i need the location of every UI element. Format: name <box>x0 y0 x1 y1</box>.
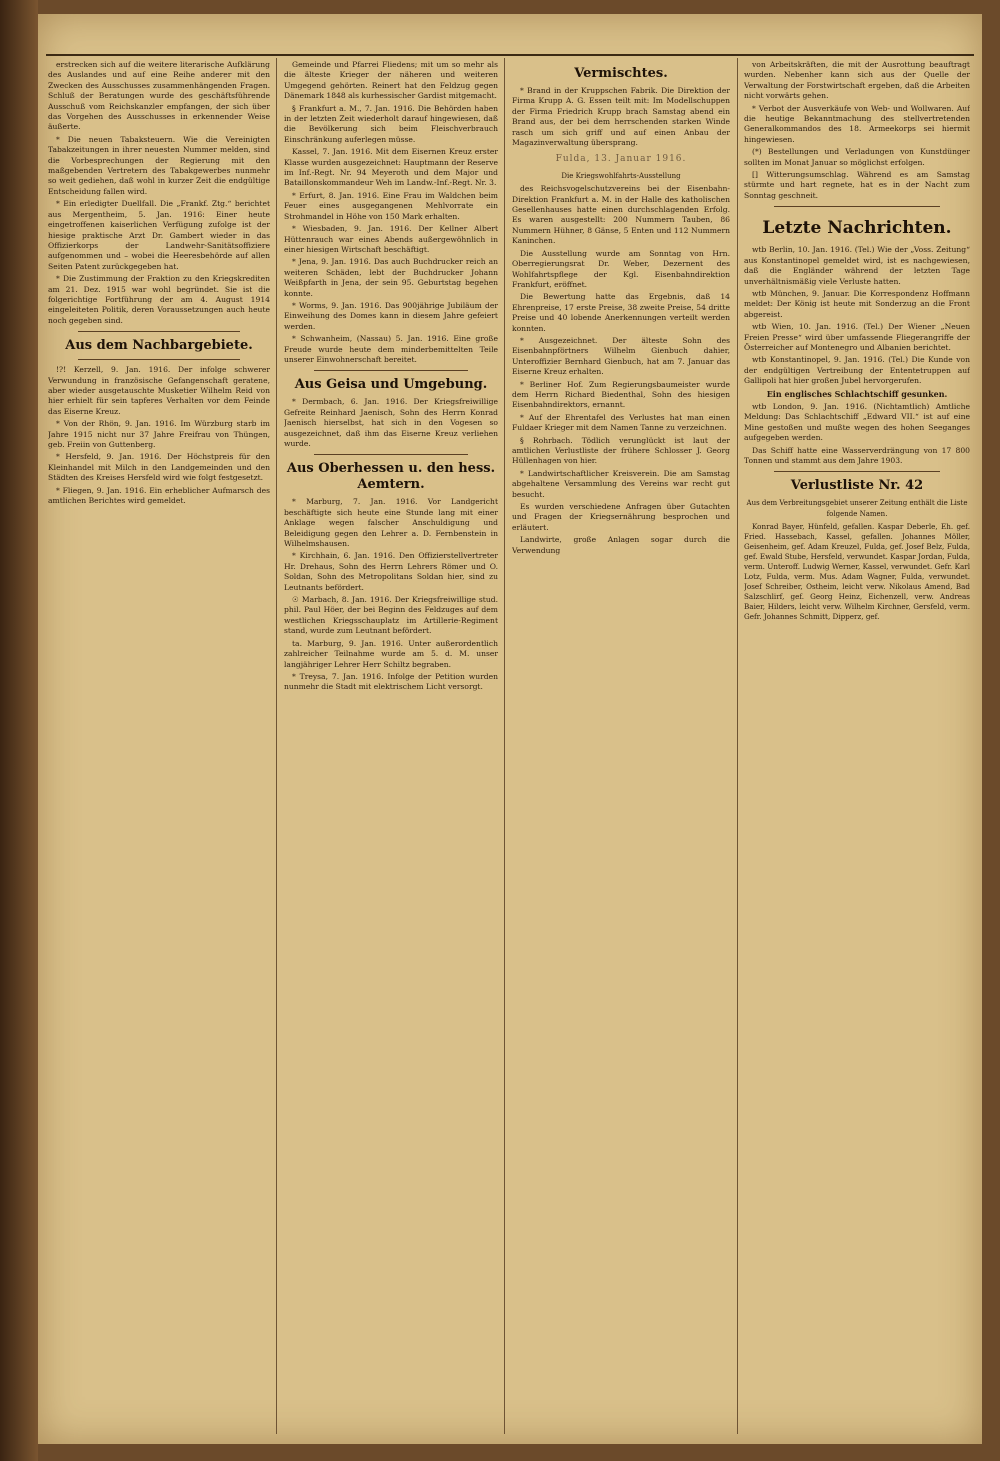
article-paragraph: * Marburg, 7. Jan. 1916. Vor Landgericht beschäftigte sich heute eine Stunde lang mit einer Anklage wegen falscher Anschuldigung und Beleidigung gegen den Lehrer a. D. Fernbenstein in Wilhelmshausen. <box>284 497 498 549</box>
article-paragraph: * Fliegen, 9. Jan. 1916. Ein erheblicher Aufmarsch des amtlichen Berichtes wird gemeldet. <box>48 485 270 506</box>
header-rule <box>46 54 974 56</box>
divider <box>314 370 468 371</box>
article-subheading: Die Kriegswohlfahrts-Ausstellung <box>561 171 681 180</box>
article-paragraph: wtb Berlin, 10. Jan. 1916. (Tel.) Wie der „Voss. Zeitung“ aus Konstantinopel gemeldet wird, ist es nachgewiesen, daß die Engländer während der letzten Tage unverhältnismäßig viele Verluste hatten. <box>744 245 970 286</box>
article-paragraph: wtb Konstantinopel, 9. Jan. 1916. (Tel.) Die Kunde von der endgültigen Vertreibung der Ententetruppen auf Gallipoli hat hier großen Jubel hervorgerufen. <box>744 355 970 386</box>
article-subheading: Aus dem Verbreitungsgebiet unserer Zeitung enthält die Liste folgende Namen. <box>746 499 968 518</box>
section-heading: Letzte Nachrichten. <box>762 218 952 239</box>
article-paragraph: des Reichsvogelschutzvereins bei der Eisenbahn-Direktion Frankfurt a. M. in der Halle des katholischen Gesellenhauses hatte einen durchschlagenden Erfolg. Es waren ausgestellt: 200 Nummern Tauben, 86 Nummern Hühner, 8 Gänse, 5 Enten und 112 Nummern Kaninchen. <box>512 184 730 246</box>
column-1 <box>48 60 270 1432</box>
article-paragraph: ☉ Marbach, 8. Jan. 1916. Der Kriegsfreiwillige stud. phil. Paul Höer, der bei Beginn des Feldzuges auf dem westlichen Kriegsschauplatz im Artillerie-Regiment stand, wurde zum Leutnant befördert. <box>284 595 498 636</box>
article-paragraph: * Erfurt, 8. Jan. 1916. Eine Frau im Waldchen beim Feuer eines ausgegangenen Mehlvorrate ein Strohmandel in Höhe von 150 Mark erhalten. <box>284 190 498 221</box>
article-paragraph: * Die Zustimmung der Fraktion zu den Kriegskrediten am 21. Dez. 1915 war wohl begründet. Sie ist die folgerichtige Fortführung der am 4. August 1914 eingeleiteten Politik, deren Voraussetzungen auch heute noch gegeben sind. <box>48 274 270 325</box>
article-paragraph: * Schwanheim, (Nassau) 5. Jan. 1916. Eine große Freude wurde heute dem minderbemittelten Teile unserer Einwohnerschaft bereitet. <box>284 334 498 364</box>
article-paragraph: * Verbot der Ausverkäufe von Web- und Wollwaren. Auf die heutige Bekanntmachung des stellvertretenden Generalkommandos des 18. Armeekorps sei hiermit hingewiesen. <box>744 103 970 144</box>
column-rule <box>737 58 738 1434</box>
article-paragraph: !?! Kerzell, 9. Jan. 1916. Der infolge schwerer Verwundung in französische Gefangenschaft geratene, aber wieder ausgetauschte Musketier Wilhelm Reid von hier erhielt für sein tapferes Verhalten vor dem Feinde das Eiserne Kreuz. <box>48 365 270 416</box>
article-paragraph: * Auf der Ehrentafel des Verlustes hat man einen Fuldaer Krieger mit dem Namen Tanne zu verzeichnen. <box>512 412 730 433</box>
divider <box>774 206 940 207</box>
article-paragraph: § Rohrbach. Tödlich verunglückt ist laut der amtlichen Verlustliste der frühere Schlosser J. Georg Hüllenhagen von hier. <box>512 435 730 466</box>
article-paragraph: Kassel, 7. Jan. 1916. Mit dem Eisernen Kreuz erster Klasse wurden ausgezeichnet: Hauptmann der Reserve im Inf.-Regt. Nr. 94 Meyeroth und dem Major und Bataillonskommandeur Weh im Landw.-Inf.-Regt. Nr. 3. <box>284 147 498 188</box>
article-paragraph: * Kirchhain, 6. Jan. 1916. Den Offizierstellvertreter Hr. Drehaus, Sohn des Herrn Lehrers Römer und O. Soldan, Sohn des Metropolitans Soldan hier, sind zu Leutnants befördert. <box>284 551 498 592</box>
divider <box>314 454 468 455</box>
article-paragraph: Die Bewertung hatte das Ergebnis, daß 14 Ehrenpreise, 17 erste Preise, 38 zweite Preise, 54 dritte Preise und 40 lobende Anerkennungen verteilt werden konnten. <box>512 292 730 333</box>
newspaper-page <box>38 14 982 1444</box>
casualty-list: Konrad Bayer, Hünfeld, gefallen. Kaspar Deberle, Eh. gef. Fried. Hassebach, Kassel, gefallen. Johannes Möller, Geisenheim, gef. Adam Kreuzel, Fulda, gef. Josef Belz, Fulda, gef. Ewald Stube, Hersfeld, verwundet. Kaspar Jordan, Fulda, verm. Unteroff. Ludwig Werner, Kassel, verwundet. Gefr. Karl Lotz, Fulda, verm. Mus. Adam Wagner, Fulda, verwundet. Josef Schreiber, Ostheim, leicht verw. Nikolaus Amend, Bad Salzschlirf, gef. Georg Heinz, Eichenzell, verw. Andreas Baier, Hilders, leicht verw. Wilhelm Kirchner, Gersfeld, verm. Gefr. Johannes Schmitt, Dipperz, gef. <box>744 522 970 622</box>
article-paragraph: * Jena, 9. Jan. 1916. Das auch Buchdrucker reich an weiteren Schäden, lebt der Buchdrucker Johann Weißpfarth in Jena, der sein 95. Geburtstag begehen konnte. <box>284 257 498 298</box>
article-paragraph: * Wiesbaden, 9. Jan. 1916. Der Kellner Albert Hüttenrauch war eines Abends außergewöhnlich in einer hiesigen Wirtschaft beschäftigt. <box>284 224 498 254</box>
article-paragraph: Es wurden verschiedene Anfragen über Gutachten und Fragen der Kriegsernährung besprochen und erläutert. <box>512 502 730 532</box>
article-paragraph: ta. Marburg, 9. Jan. 1916. Unter außerordentlich zahlreicher Teilnahme wurde am 5. d. M. unser langjähriger Lehrer Herr Schiltz begraben. <box>284 638 498 669</box>
article-paragraph: * Dermbach, 6. Jan. 1916. Der Kriegsfreiwillige Gefreite Reinhard Jaenisch, Sohn des Herrn Konrad Jaenisch hierselbst, hat sich in den Vogesen so ausgezeichnet, daß ihm das Eiserne Kreuz verliehen wurde. <box>284 397 498 448</box>
section-heading: Vermischtes. <box>574 66 668 81</box>
article-paragraph: erstrecken sich auf die weitere literarische Aufklärung des Auslandes und auf eine Reihe anderer mit den Zwecken des Ausschusses zusammenhängenden Fragen. Schluß der Beratungen wurde des geschäftsführende Ausschuß vom Reichskanzler empfangen, der sich über das Vorgehen des Ausschusses in erkennender Weise äußerte. <box>48 60 270 132</box>
article-paragraph: * Ein erledigter Duellfall. Die „Frankf. Ztg.“ berichtet aus Mergentheim, 5. Jan. 1916: Einer heute eingetroffenen kaiserlichen Verfügung zufolge ist der hiesige praktische Arzt Dr. Gambert wieder in das Offizierkorps der Landwehr-Sanitätsoffiziere aufgenommen und – wobei die Heeresbehörde auf allen Seiten Patent zurückgegeben hat. <box>48 199 270 271</box>
section-heading: Aus Geisa und Umgebung. <box>294 377 488 393</box>
column-4 <box>744 60 970 1432</box>
article-paragraph: (*) Bestellungen und Verladungen von Kunstdünger sollten im Monat Januar so möglichst erfolgen. <box>744 147 970 167</box>
divider <box>78 331 240 332</box>
column-2 <box>284 60 498 1432</box>
article-paragraph: * Landwirtschaftlicher Kreisverein. Die am Samstag abgehaltene Versammlung des Vereins war recht gut besucht. <box>512 468 730 499</box>
scan-edge <box>0 0 38 1461</box>
article-footnote: Landwirte, große Anlagen sogar durch die Verwendung <box>512 535 730 555</box>
article-paragraph: * Ausgezeichnet. Der älteste Sohn des Eisenbahnpförtners Wilhelm Gienbuch dahier, Unteroffizier Bernhard Gienbuch, hat am 7. Januar das Eiserne Kreuz erhalten. <box>512 335 730 377</box>
section-heading: Aus dem Nachbargebiete. <box>65 338 253 354</box>
column-rule <box>504 58 505 1434</box>
article-paragraph: * Worms, 9. Jan. 1916. Das 900jährige Jubiläum der Einweihung des Domes kann in diesem Jahre gefeiert werden. <box>284 300 498 331</box>
divider <box>78 359 240 360</box>
section-heading: Verlustliste Nr. 42 <box>790 478 924 494</box>
article-paragraph: * Berliner Hof. Zum Regierungsbaumeister wurde dem Herrn Richard Biedenthal, Sohn des hiesigen Eisenbahndirektors, ernannt. <box>512 379 730 410</box>
article-paragraph: * Treysa, 7. Jan. 1916. Infolge der Petition wurden nunmehr die Stadt mit elektrischem Licht versorgt. <box>284 671 498 692</box>
article-paragraph: Das Schiff hatte eine Wasserverdrängung von 17 800 Tonnen und stammt aus dem Jahre 1903. <box>744 445 970 465</box>
article-paragraph: * Brand in der Kruppschen Fabrik. Die Direktion der Firma Krupp A. G. Essen teilt mit: Im Modellschuppen der Firma Friedrich Krupp brach Samstag abend ein Brand aus, der bei dem herrschenden starken Winde rasch um sich griff und auf einen Anbau der Magazinverwaltung übersprang. <box>512 86 730 148</box>
column-rule <box>276 58 277 1434</box>
article-subheading: Ein englisches Schlachtschiff gesunken. <box>766 388 948 399</box>
column-3 <box>512 60 730 1432</box>
article-paragraph: wtb Wien, 10. Jan. 1916. (Tel.) Der Wiener „Neuen Freien Presse“ wird über umfassende Fliegerangriffe der Österreicher auf Montenegro und Albanien berichtet. <box>744 322 970 352</box>
article-paragraph: * Die neuen Tabaksteuern. Wie die Vereinigten Tabakzeitungen in ihrer neuesten Nummer melden, sind die Vorbesprechungen der Regierung mit den maßgebenden Vertretern des Tabakgewerbes nunmehr so weit gediehen, daß wohl in kurzer Zeit die endgültige Entscheidung fallen wird. <box>48 134 270 196</box>
article-paragraph: § Frankfurt a. M., 7. Jan. 1916. Die Behörden haben in der letzten Zeit wiederholt darauf hingewiesen, daß die Bevölkerung sich beim Fleischverbrauch Einschränkung auferlegen müsse. <box>284 103 498 144</box>
article-paragraph: * Hersfeld, 9. Jan. 1916. Der Höchstpreis für den Kleinhandel mit Milch in den Landgemeinden und den Städten des Kreises Hersfeld wird wie folgt festgesetzt. <box>48 452 270 483</box>
article-paragraph: wtb London, 9. Jan. 1916. (Nichtamtlich) Amtliche Meldung: Das Schlachtschiff „Edward VII.“ ist auf eine Mine gestoßen und mußte wegen des hohen Seeganges aufgegeben werden. <box>744 401 970 443</box>
article-paragraph: Gemeinde und Pfarrei Fliedens; mit um so mehr als die älteste Krieger der näheren und weiteren Umgegend gehörten. Reinert hat den Feldzug gegen Dänemark 1848 als kurhessischer Gardist mitgemacht. <box>284 60 498 101</box>
dateline: Fulda, 13. Januar 1916. <box>555 154 687 165</box>
article-paragraph: * Von der Rhön, 9. Jan. 1916. Im Würzburg starb im Jahre 1915 nicht nur 37 Jahre Freifrau von Thüngen, geb. Freiin von Guttenberg. <box>48 419 270 449</box>
article-paragraph: Die Ausstellung wurde am Sonntag von Hrn. Oberregierungsrat Dr. Weber, Dezernent des Wohlfahrtspflege der Kgl. Eisenbahndirektion Frankfurt, eröffnet. <box>512 248 730 289</box>
article-paragraph: wtb München, 9. Januar. Die Korrespondenz Hoffmann meldet: Der König ist heute mit Sonderzug an die Front abgereist. <box>744 288 970 319</box>
article-paragraph: [] Witterungsumschlag. Während es am Samstag stürmte und hart regnete, hat es in der Nacht zum Sonntag geschneit. <box>744 170 970 200</box>
article-paragraph: von Arbeitskräften, die mit der Ausrottung beauftragt wurden. Nebenher kann sich aus der Quelle der Verwaltung der Forstwirtschaft ergeben, daß die Arbeiten nicht vorwärts gehen. <box>744 60 970 101</box>
section-heading: Aus Oberhessen u. den hess. Aemtern. <box>286 461 496 493</box>
divider <box>774 471 940 472</box>
